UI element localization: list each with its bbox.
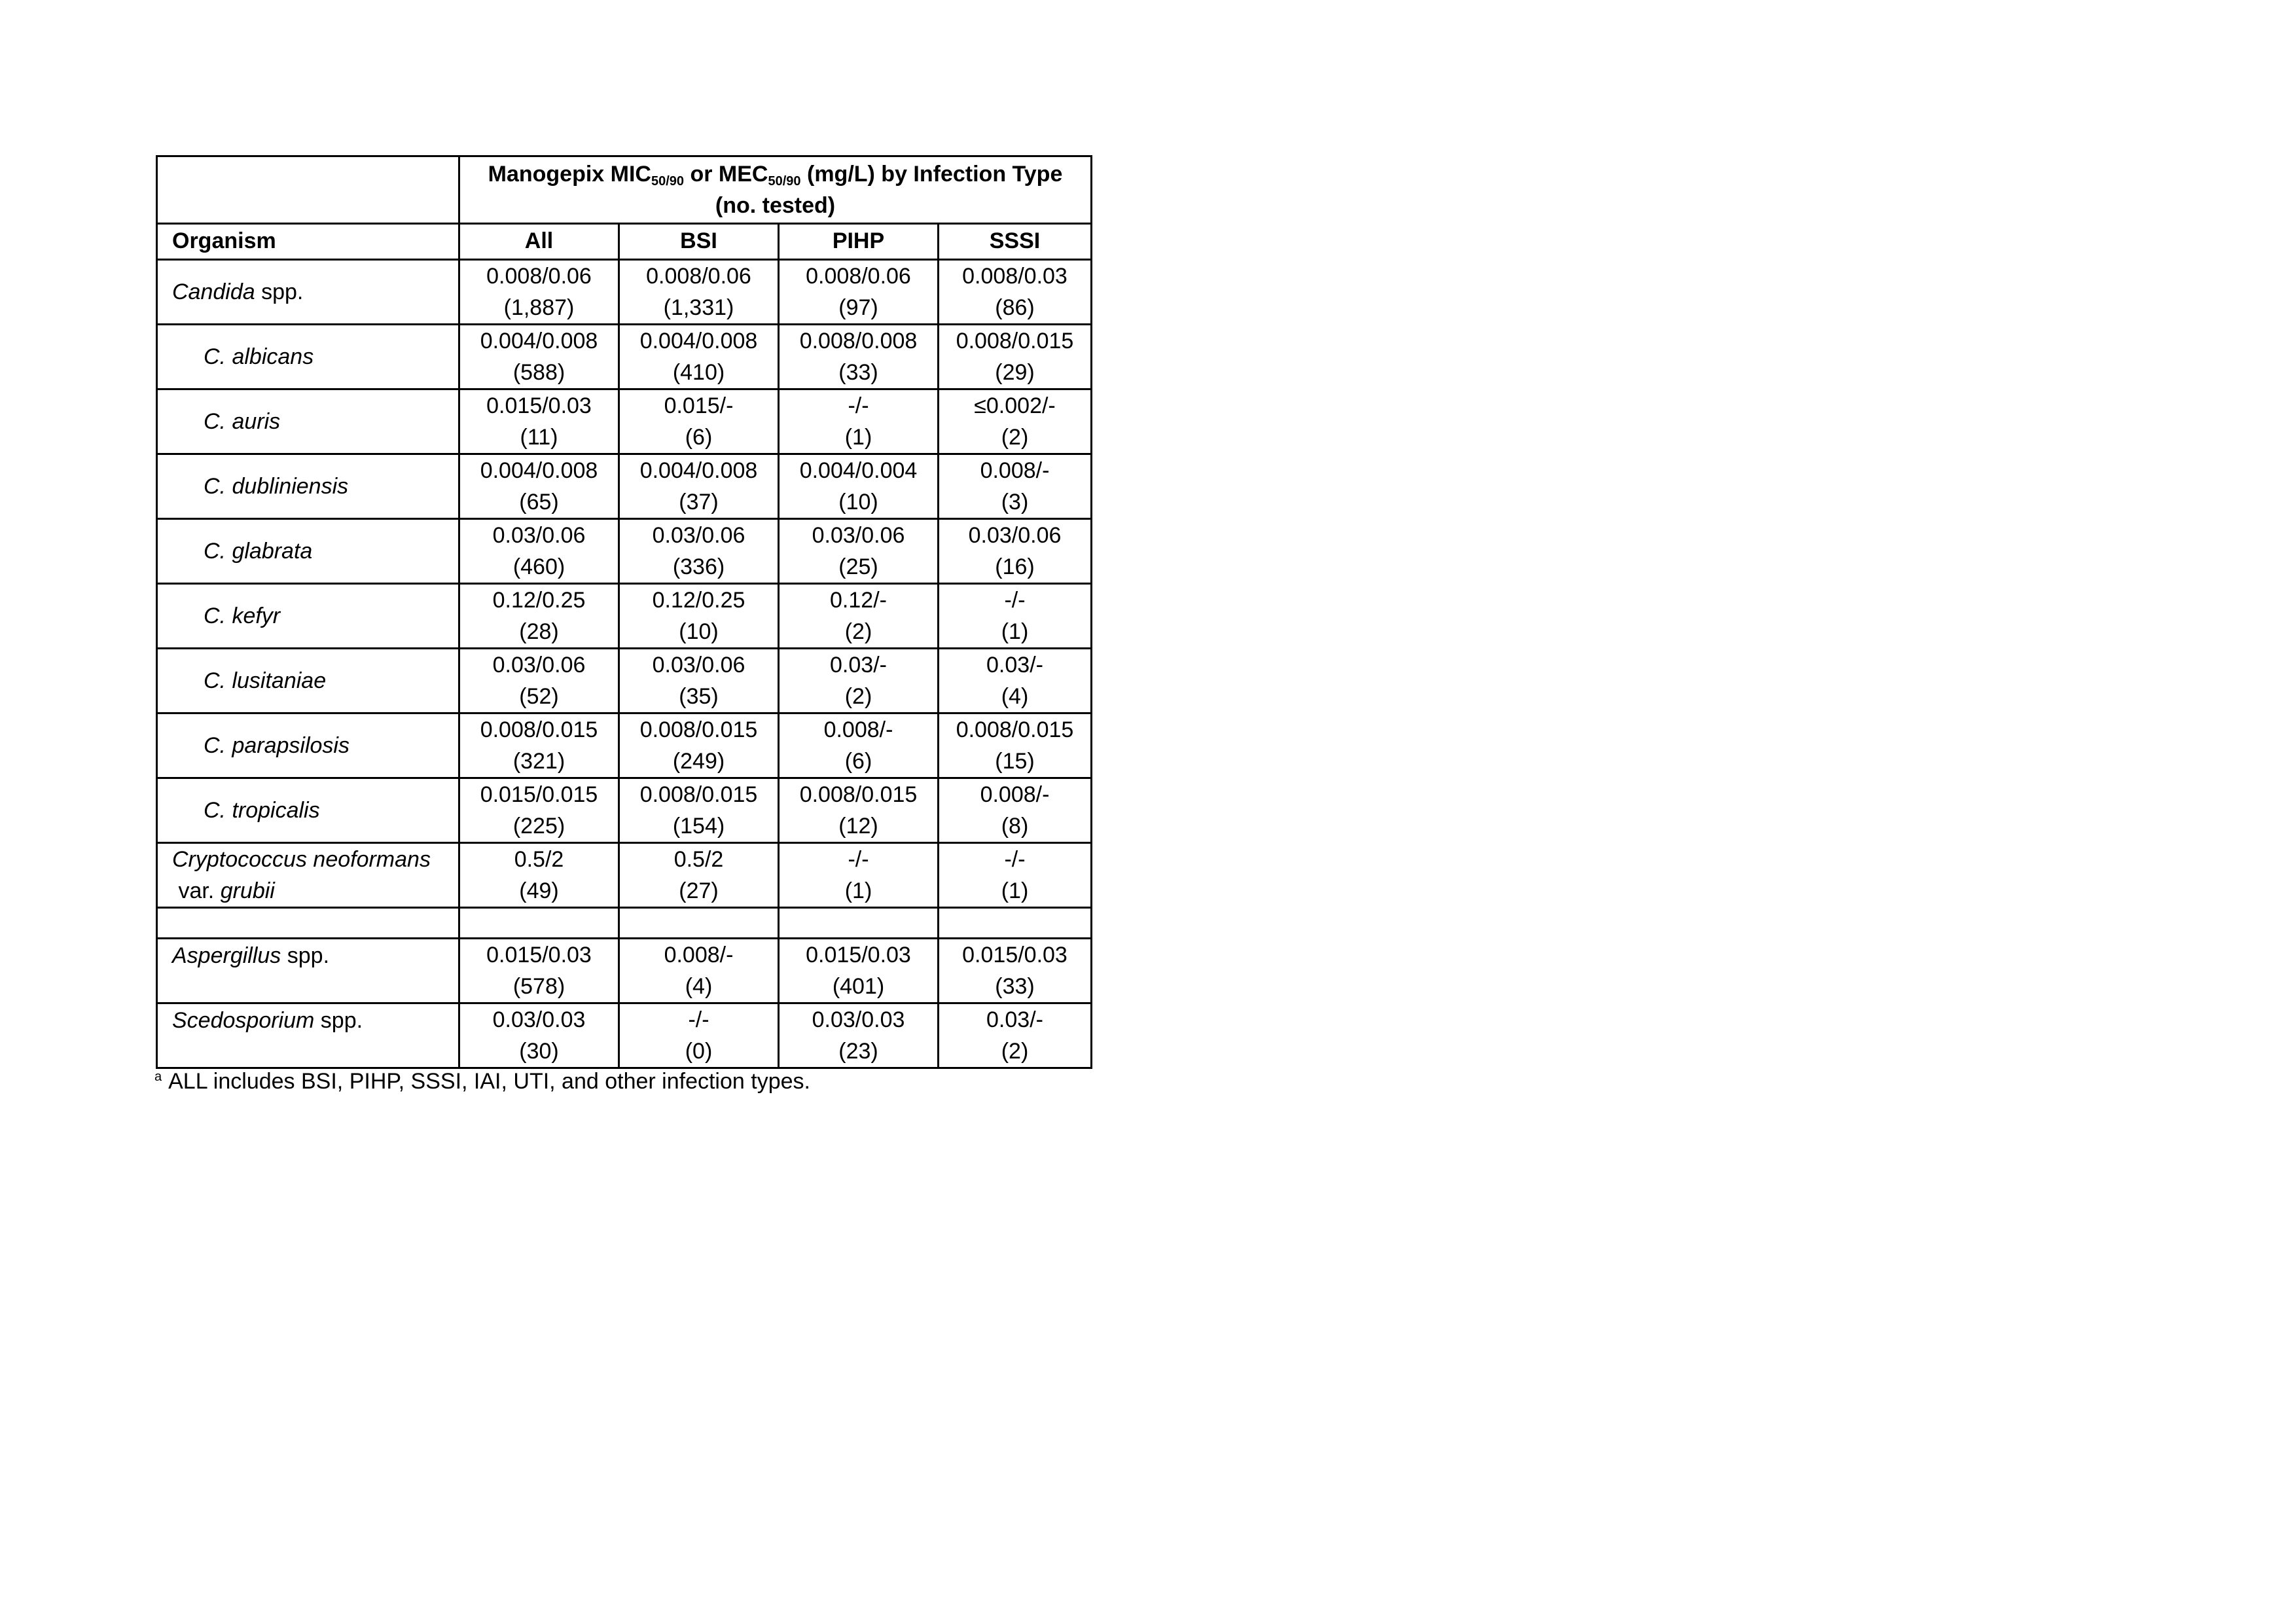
- column-header-all: All: [459, 224, 619, 260]
- table-row: [157, 325, 1092, 389]
- tested-count: (3): [1001, 490, 1029, 514]
- organism-name: C. kefyr: [204, 604, 281, 628]
- value-cell: [939, 519, 1092, 584]
- footnote-marker: a: [154, 1070, 162, 1084]
- tested-count: (460): [512, 554, 565, 579]
- value-cell: [459, 519, 619, 584]
- value-cell: [459, 389, 619, 454]
- organism-name: Aspergillus: [172, 943, 281, 968]
- organism-name: C. tropicalis: [204, 798, 320, 823]
- value-cell: [939, 325, 1092, 389]
- mic-value: 0.008/0.015: [639, 717, 758, 742]
- tested-count: (2): [844, 684, 872, 709]
- mic-value: 0.03/0.06: [812, 523, 905, 548]
- mic-value: 0.03/0.06: [492, 653, 586, 677]
- mic-value: 0.008/0.015: [639, 782, 758, 807]
- organism-cell: [157, 778, 459, 843]
- tested-count: (10): [838, 490, 878, 514]
- organism-name: C. lusitaniae: [204, 668, 327, 693]
- tested-count: (4): [685, 974, 713, 999]
- tested-count: (578): [512, 974, 565, 999]
- table-row: [157, 1003, 1092, 1068]
- mic-value: 0.008/-: [980, 458, 1050, 483]
- table-row: [157, 454, 1092, 519]
- tested-count: (23): [838, 1039, 878, 1064]
- column-header-sssi: SSSI: [939, 224, 1092, 260]
- value-cell: [619, 939, 779, 1003]
- organism-cell: [157, 939, 459, 1003]
- blank-cell: [459, 908, 619, 939]
- mic-value: 0.004/0.008: [480, 329, 598, 353]
- organism-name: Candida: [172, 280, 255, 304]
- organism-name: C. glabrata: [204, 539, 313, 564]
- tested-count: (10): [679, 619, 719, 644]
- tested-count: (1): [844, 425, 872, 450]
- value-cell: [939, 939, 1092, 1003]
- value-cell: [939, 843, 1092, 908]
- organism-name: C. dubliniensis: [204, 474, 349, 499]
- table-row: [157, 713, 1092, 778]
- mic-value: 0.015/0.03: [486, 393, 592, 418]
- value-cell: [779, 260, 939, 325]
- tested-count: (11): [520, 425, 558, 450]
- value-cell: [779, 778, 939, 843]
- mic-value: 0.008/0.015: [956, 717, 1074, 742]
- tested-count: (1): [844, 878, 872, 903]
- organism-name-line1: Cryptococcus neoformans: [172, 847, 431, 872]
- organism-cell: [157, 1003, 459, 1068]
- tested-count: (16): [995, 554, 1035, 579]
- organism-cell: [157, 584, 459, 649]
- mic-value: -/-: [848, 393, 869, 418]
- value-cell: [939, 649, 1092, 713]
- mic-value: -/-: [1004, 588, 1026, 613]
- mic-value: 0.004/0.008: [639, 458, 758, 483]
- table-row: [157, 519, 1092, 584]
- tested-count: (25): [838, 554, 878, 579]
- mic-table: [156, 155, 1092, 1069]
- tested-count: (2): [844, 619, 872, 644]
- organism-suffix: spp.: [314, 1008, 363, 1033]
- mic-value: 0.008/0.06: [806, 264, 911, 289]
- mic-value: 0.015/-: [664, 393, 734, 418]
- value-cell: [619, 843, 779, 908]
- mic-value: 0.03/-: [986, 1007, 1043, 1032]
- mic-value: 0.03/0.06: [492, 523, 586, 548]
- value-cell: [459, 713, 619, 778]
- blank-cell: [939, 908, 1092, 939]
- mic-value: 0.008/0.03: [962, 264, 1067, 289]
- mic-value: 0.12/0.25: [492, 588, 586, 613]
- tested-count: (1,887): [503, 295, 575, 320]
- value-cell: [779, 325, 939, 389]
- column-header-bsi: BSI: [619, 224, 779, 260]
- value-cell: [939, 454, 1092, 519]
- footnote: [154, 1067, 810, 1096]
- mic-value: 0.008/0.015: [480, 717, 598, 742]
- value-cell: [779, 1003, 939, 1068]
- organism-name: C. albicans: [204, 344, 314, 369]
- blank-row: [157, 908, 1092, 939]
- value-cell: [619, 389, 779, 454]
- mic-value: 0.03/0.03: [492, 1007, 586, 1032]
- value-cell: [619, 1003, 779, 1068]
- column-header-pihp: PIHP: [779, 224, 939, 260]
- value-cell: [779, 454, 939, 519]
- mic-value: 0.008/-: [980, 782, 1050, 807]
- tested-count: (86): [995, 295, 1035, 320]
- mic-value: 0.008/0.008: [799, 329, 918, 353]
- tested-count: (49): [519, 878, 559, 903]
- blank-cell: [779, 908, 939, 939]
- table-row: [157, 939, 1092, 1003]
- tested-count: (35): [679, 684, 719, 709]
- organism-cell: [157, 649, 459, 713]
- header-row-title: [157, 156, 1092, 224]
- mic-value: 0.008/0.015: [799, 782, 918, 807]
- tested-count: (33): [995, 974, 1035, 999]
- mic-value: 0.12/0.25: [652, 588, 745, 613]
- tested-count: (2): [1001, 1039, 1029, 1064]
- organism-cell: [157, 260, 459, 325]
- tested-count: (1,331): [663, 295, 734, 320]
- header-row-columns: [157, 224, 1092, 260]
- mic-value: 0.015/0.015: [480, 782, 598, 807]
- tested-count: (29): [995, 360, 1035, 385]
- tested-count: (28): [519, 619, 559, 644]
- value-cell: [779, 649, 939, 713]
- tested-count: (588): [512, 360, 565, 385]
- value-cell: [459, 260, 619, 325]
- mic-value: -/-: [848, 847, 869, 872]
- tested-count: (154): [672, 814, 725, 839]
- table-title-line1: Manogepix $MIC_{50/90}$ or $MEC_{50/90}$ (mg/L) by Infection Type: [488, 162, 1063, 189]
- tested-count: (52): [519, 684, 559, 709]
- value-cell: [619, 260, 779, 325]
- table-body: [157, 260, 1092, 1068]
- tested-count: (225): [512, 814, 565, 839]
- tested-count: (410): [672, 360, 725, 385]
- value-cell: [459, 778, 619, 843]
- mic-value: -/-: [688, 1007, 709, 1032]
- mic-value: 0.004/0.008: [480, 458, 598, 483]
- tested-count: (8): [1001, 814, 1029, 839]
- tested-count: (0): [685, 1039, 713, 1064]
- tested-count: (321): [512, 749, 565, 774]
- mic-value: 0.03/-: [986, 653, 1043, 677]
- mic-value: 0.5/2: [514, 847, 564, 872]
- tested-count: (15): [995, 749, 1035, 774]
- organism-cell: [157, 519, 459, 584]
- footnote-text: ALL includes BSI, PIHP, SSSI, IAI, UTI, and other infection types.: [168, 1069, 810, 1094]
- value-cell: [459, 939, 619, 1003]
- tested-count: (37): [679, 490, 719, 514]
- value-cell: [779, 713, 939, 778]
- tested-count: (249): [672, 749, 725, 774]
- value-cell: [779, 843, 939, 908]
- value-cell: [619, 519, 779, 584]
- tested-count: (97): [838, 295, 878, 320]
- tested-count: (336): [672, 554, 725, 579]
- mic-value: 0.008/0.06: [646, 264, 751, 289]
- mic-value: 0.004/0.004: [799, 458, 918, 483]
- table-row: [157, 260, 1092, 325]
- table-row: [157, 584, 1092, 649]
- blank-cell: [157, 908, 459, 939]
- mic-value: 0.008/-: [823, 717, 893, 742]
- mic-value: ≤0.002/-: [974, 393, 1056, 418]
- value-cell: [779, 519, 939, 584]
- tested-count: (30): [519, 1039, 559, 1064]
- organism-name-line2: var. grubii: [178, 878, 275, 903]
- mic-value: 0.015/0.03: [486, 943, 592, 967]
- value-cell: [459, 584, 619, 649]
- organism-cell: [157, 454, 459, 519]
- organism-cell: [157, 325, 459, 389]
- value-cell: [619, 454, 779, 519]
- value-cell: [939, 389, 1092, 454]
- organism-cell: [157, 713, 459, 778]
- value-cell: [459, 649, 619, 713]
- value-cell: [939, 1003, 1092, 1068]
- table-row: [157, 843, 1092, 908]
- mic-value: 0.5/2: [673, 847, 724, 872]
- organism-name: C. auris: [204, 409, 281, 434]
- mic-value: 0.004/0.008: [639, 329, 758, 353]
- value-cell: [459, 1003, 619, 1068]
- table-row: [157, 389, 1092, 454]
- mic-value: 0.008/0.015: [956, 329, 1074, 353]
- organism-name: Scedosporium: [172, 1008, 315, 1033]
- column-header-organism: Organism: [157, 224, 459, 260]
- mic-value: 0.03/0.06: [968, 523, 1062, 548]
- header-empty-cell: [157, 156, 459, 224]
- organism-suffix: spp.: [281, 943, 330, 968]
- value-cell: [619, 649, 779, 713]
- value-cell: [459, 843, 619, 908]
- value-cell: [939, 584, 1092, 649]
- value-cell: [939, 713, 1092, 778]
- organism-name: C. parapsilosis: [204, 733, 350, 758]
- value-cell: [619, 713, 779, 778]
- table-row: [157, 778, 1092, 843]
- tested-count: (65): [519, 490, 559, 514]
- tested-count: (4): [1001, 684, 1029, 709]
- organism-cell: [157, 389, 459, 454]
- value-cell: [779, 939, 939, 1003]
- mic-value: 0.03/0.06: [652, 523, 745, 548]
- organism-cell: [157, 843, 459, 908]
- mic-value: 0.03/0.03: [812, 1007, 905, 1032]
- mic-value: 0.015/0.03: [962, 943, 1067, 967]
- value-cell: [939, 778, 1092, 843]
- tested-count: (1): [1001, 619, 1029, 644]
- value-cell: [619, 584, 779, 649]
- mic-value: 0.015/0.03: [806, 943, 911, 967]
- value-cell: [939, 260, 1092, 325]
- organism-suffix: spp.: [255, 280, 304, 304]
- table-row: [157, 649, 1092, 713]
- tested-count: (12): [838, 814, 878, 839]
- tested-count: (27): [679, 878, 719, 903]
- value-cell: [779, 584, 939, 649]
- mic-value: 0.03/0.06: [652, 653, 745, 677]
- tested-count: (6): [844, 749, 872, 774]
- value-cell: [619, 325, 779, 389]
- tested-count: (6): [685, 425, 713, 450]
- mic-value: -/-: [1004, 847, 1026, 872]
- blank-cell: [619, 908, 779, 939]
- tested-count: (1): [1001, 878, 1029, 903]
- mic-value: 0.03/-: [830, 653, 887, 677]
- mic-value: 0.008/0.06: [486, 264, 592, 289]
- value-cell: [779, 389, 939, 454]
- tested-count: (33): [838, 360, 878, 385]
- tested-count: (2): [1001, 425, 1029, 450]
- mic-value: 0.12/-: [830, 588, 887, 613]
- value-cell: [619, 778, 779, 843]
- tested-count: (401): [832, 974, 885, 999]
- value-cell: [459, 325, 619, 389]
- table-title: [459, 156, 1092, 224]
- value-cell: [459, 454, 619, 519]
- table-title-line2: (no. tested): [715, 193, 836, 218]
- mic-value: 0.008/-: [664, 943, 734, 967]
